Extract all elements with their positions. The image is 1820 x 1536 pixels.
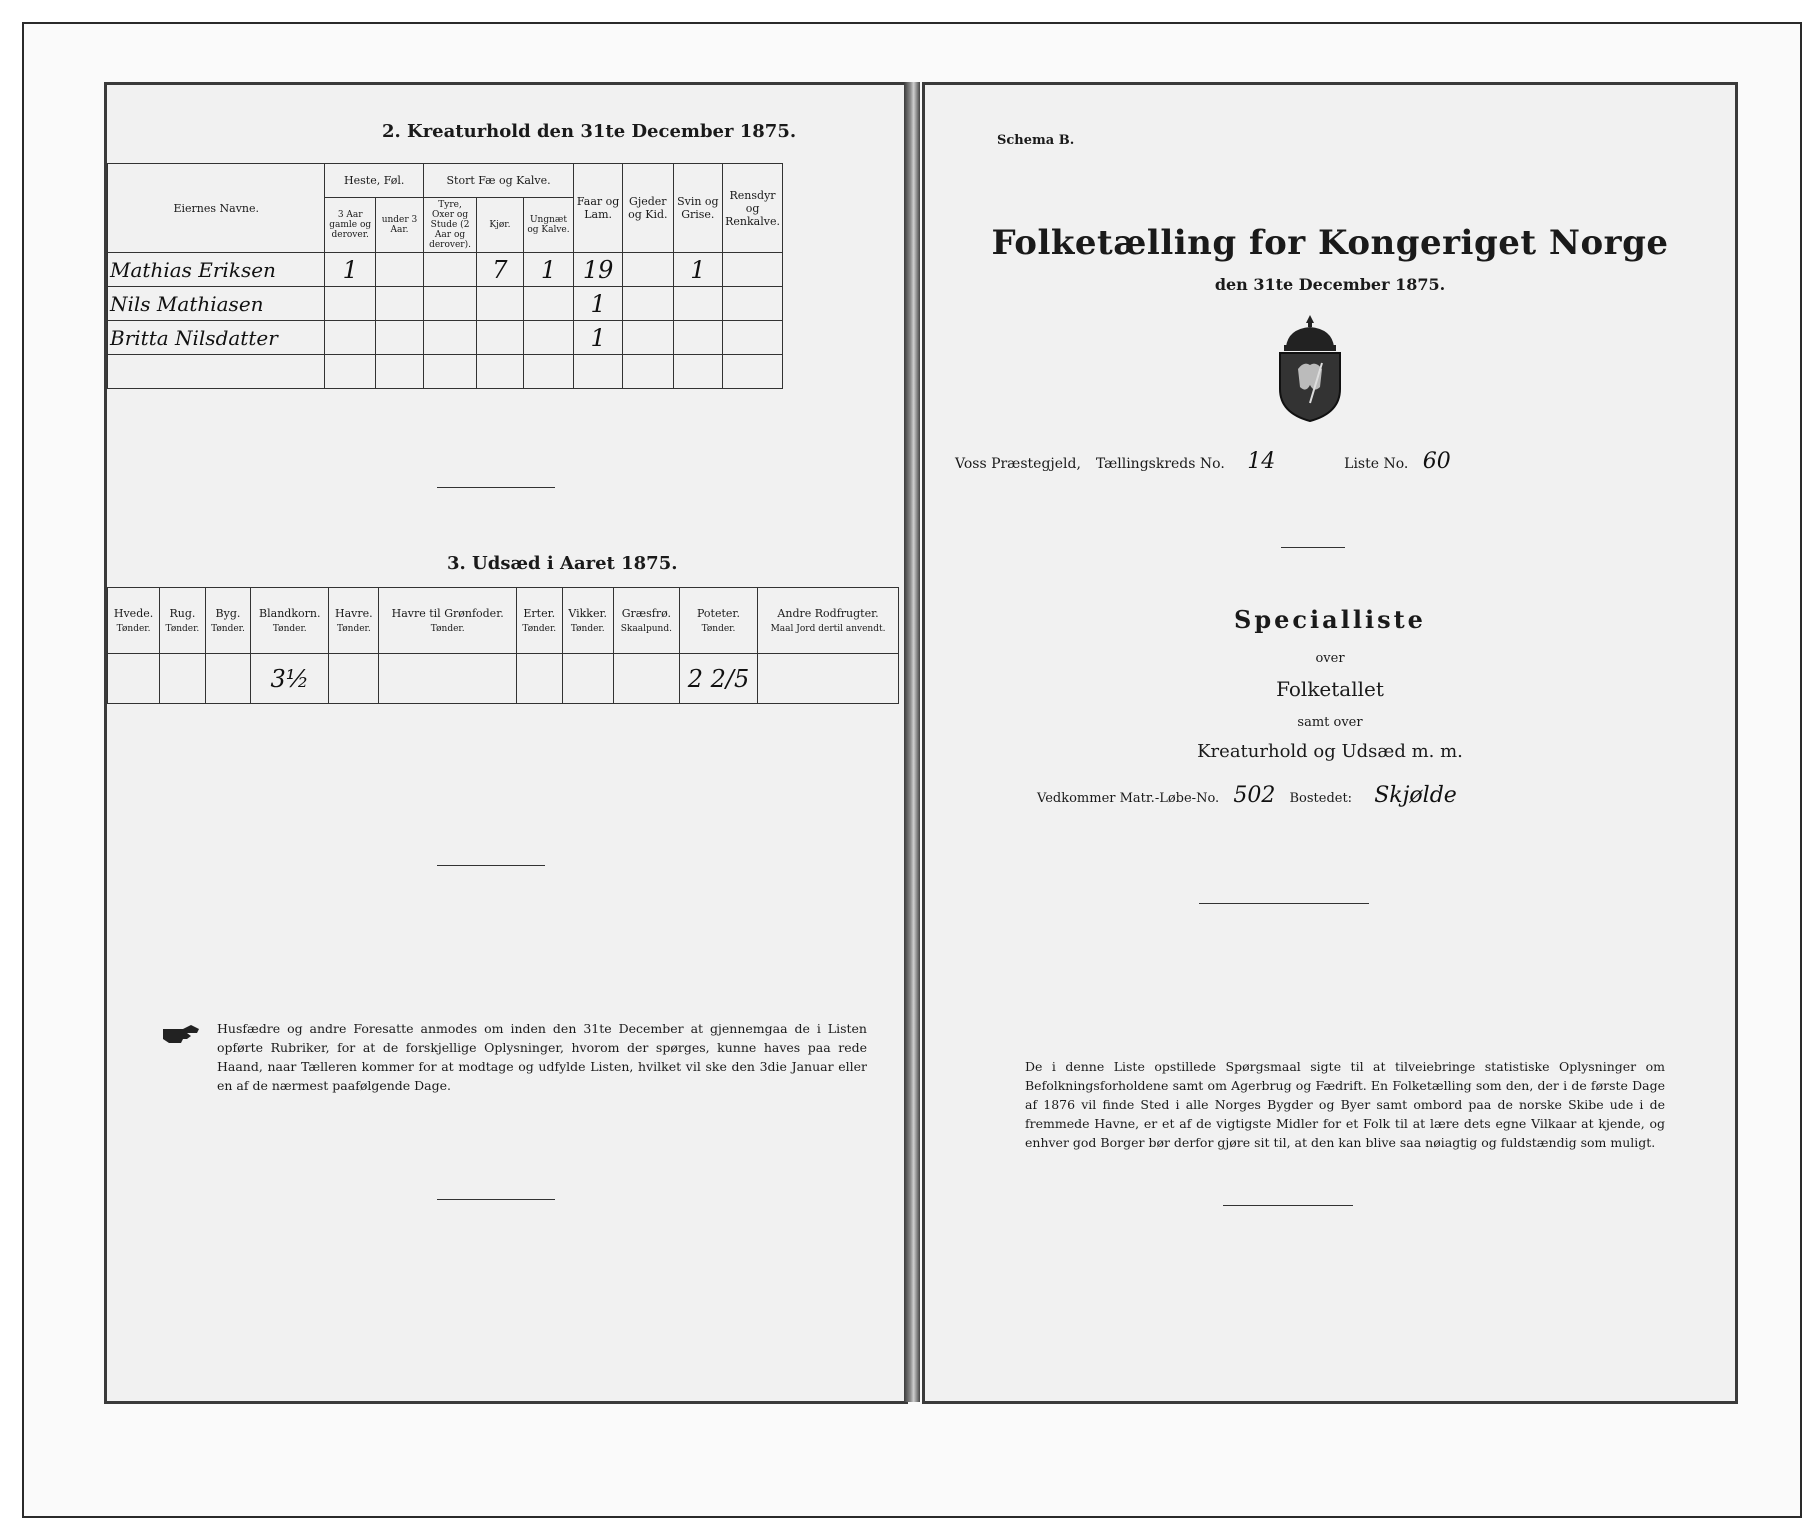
- seed-column-name: Havre.: [335, 607, 373, 620]
- seed-value-cell: [517, 654, 563, 704]
- cell-horses-old: 1: [325, 253, 376, 287]
- bulls-header: Tyre, Oxer og Stude (2 Aar og derover).: [424, 198, 477, 253]
- section3-title: 3. Udsæd i Aaret 1875.: [447, 553, 678, 574]
- seed-value-cell: [758, 654, 899, 704]
- table-row: [108, 253, 783, 287]
- seed-value-cell: [160, 654, 206, 704]
- norway-coat-of-arms: [1270, 313, 1350, 423]
- horses-group-header: Heste, Føl.: [325, 164, 424, 198]
- seed-column-unit: Tønder.: [272, 624, 307, 634]
- separator-line: [1223, 1205, 1353, 1206]
- footer-text: De i denne Liste opstillede Spørgsmaal sigte til at tilveiebringe statistiske Oplysninger om Befolkningsforholdene samt om Agerbrug og Fædrift. En Folketælling som den, der i de første Dage af 1876 vil finde Sted i alle Norges Bygder og Byer samt ombord paa de norske Skibe ude i de fremmede Havne, er et af de vigtigste Midler for et Folk til at lære dets egne Vilkaar at kjende, og enhver god Borger bør derfor gjøre sit til, at den kan blive saa nøiagtig og fuldstændig som muligt.: [1025, 1059, 1665, 1150]
- cell-bulls: [424, 253, 477, 287]
- cell-sheep: 1: [574, 287, 623, 321]
- seed-column-header: [108, 588, 160, 654]
- horses-old-header: 3 Aar gamle og derover.: [325, 198, 376, 253]
- seed-column-name: Vikker.: [568, 607, 608, 620]
- seed-column-name: Havre til Grønfoder.: [391, 607, 504, 620]
- table-row: [108, 355, 783, 389]
- owner-header: Eiernes Navne.: [108, 164, 325, 253]
- cell-reindeer: [723, 253, 783, 287]
- seed-column-unit: Tønder.: [165, 624, 200, 634]
- page-fold: [904, 82, 920, 1402]
- cell-goats: [623, 253, 674, 287]
- seed-column-header: [160, 588, 206, 654]
- owner-name: Mathias Eriksen: [108, 253, 325, 287]
- matr-number: 502: [1233, 783, 1276, 808]
- seed-value-cell: 3½: [251, 654, 329, 704]
- seed-column-name: Poteter.: [696, 607, 740, 620]
- district-number: 14: [1247, 449, 1276, 474]
- seed-table: [107, 587, 899, 704]
- matr-line: [1037, 783, 1697, 808]
- table-row: [108, 287, 783, 321]
- matr-label: Vedkommer Matr.-Løbe-No.: [1037, 791, 1220, 806]
- seed-column-unit: Tønder.: [522, 624, 557, 634]
- seed-column-header: [517, 588, 563, 654]
- seed-column-header: [613, 588, 679, 654]
- parish-line: [955, 449, 1715, 474]
- seed-column-name: Græsfrø.: [621, 607, 672, 620]
- seed-column-header: [758, 588, 899, 654]
- seed-column-unit: Tønder.: [211, 624, 245, 634]
- owner-name: Nils Mathiasen: [108, 287, 325, 321]
- right-page: [922, 82, 1738, 1404]
- seed-column-header: [205, 588, 251, 654]
- cell-horses-young: [375, 253, 423, 287]
- reindeer-header: Rensdyr og Renkalve.: [723, 164, 783, 253]
- bosted-value: Skjølde: [1374, 783, 1457, 808]
- seed-column-name: Byg.: [215, 607, 241, 620]
- cell-cows: 7: [477, 253, 524, 287]
- separator-line: [437, 865, 545, 866]
- seed-column-unit: Tønder.: [570, 624, 605, 634]
- seed-value-cell: [613, 654, 679, 704]
- seed-column-unit: Maal Jord dertil anvendt.: [770, 624, 886, 634]
- seed-value-cell: [108, 654, 160, 704]
- seed-column-unit: Tønder.: [701, 624, 736, 634]
- seed-value-cell: [379, 654, 517, 704]
- census-date: den 31te December 1875.: [1214, 275, 1446, 294]
- seed-value-cell: [562, 654, 613, 704]
- left-page: [104, 82, 908, 1404]
- seed-value-cell: [205, 654, 251, 704]
- kreaturhold-text: Kreaturhold og Udsæd m. m.: [1197, 741, 1463, 762]
- cows-header: Kjør.: [477, 198, 524, 253]
- seed-column-header: [562, 588, 613, 654]
- young-cattle-header: Ungnæt og Kalve.: [523, 198, 573, 253]
- seed-column-header: [329, 588, 379, 654]
- seed-column-unit: Tønder.: [430, 624, 465, 634]
- cell-sheep: 19: [574, 253, 623, 287]
- district-label: Tællingskreds No.: [1095, 456, 1225, 472]
- folketallet-text: Folketallet: [1276, 677, 1384, 701]
- pigs-header: Svin og Grise.: [673, 164, 723, 253]
- cell-sheep: 1: [574, 321, 623, 355]
- separator-line: [437, 1199, 555, 1200]
- pointing-hand-icon: [161, 1023, 201, 1045]
- sheep-header: Faar og Lam.: [574, 164, 623, 253]
- table-row: [108, 321, 783, 355]
- seed-column-unit: Tønder.: [116, 624, 151, 634]
- seed-column-name: Rug.: [169, 607, 196, 620]
- seed-column-name: Andre Rodfrugter.: [777, 607, 879, 620]
- seed-column-name: Blandkorn.: [259, 607, 321, 620]
- seed-column-unit: Tønder.: [336, 624, 371, 634]
- seed-column-name: Hvede.: [113, 607, 154, 620]
- cell-pigs: 1: [673, 253, 723, 287]
- schema-label: Schema B.: [997, 133, 1075, 148]
- specialliste-heading: Specialliste: [1234, 605, 1426, 634]
- list-label: Liste No.: [1344, 456, 1409, 472]
- seed-column-unit: Skaalpund.: [620, 624, 672, 634]
- parish-label: Voss Præstegjeld,: [955, 456, 1081, 472]
- census-title: Folketælling for Kongeriget Norge: [991, 223, 1669, 263]
- livestock-table: [107, 163, 783, 389]
- samt-over-text: samt over: [1297, 715, 1363, 730]
- bosted-label: Bostedet:: [1289, 791, 1353, 806]
- cell-young-cattle: 1: [523, 253, 573, 287]
- seed-value-cell: [329, 654, 379, 704]
- over-text: over: [1315, 651, 1345, 666]
- seed-value-cell: 2 2/5: [679, 654, 757, 704]
- seed-column-header: [679, 588, 757, 654]
- seed-column-name: Erter.: [523, 607, 556, 620]
- owner-name: Britta Nilsdatter: [108, 321, 325, 355]
- seed-column-header: [251, 588, 329, 654]
- seed-column-header: [379, 588, 517, 654]
- separator-line: [1199, 903, 1369, 904]
- cattle-group-header: Stort Fæ og Kalve.: [424, 164, 574, 198]
- separator-line: [1281, 547, 1345, 548]
- section2-title: 2. Kreaturhold den 31te December 1875.: [382, 121, 797, 142]
- horses-young-header: under 3 Aar.: [375, 198, 423, 253]
- list-number: 60: [1422, 449, 1451, 474]
- separator-line: [437, 487, 555, 488]
- notice-text: Husfædre og andre Foresatte anmodes om inden den 31te December at gjennemgaa de i Listen opførte Rubriker, for at de forskjellige Oplysninger, hvorom der spørges, kunne haves paa rede Haand, naar Tælleren kommer for at modtage og udfylde Listen, hvilket vil ske den 3die Januar eller en af de nærmest paafølgende Dage.: [217, 1021, 867, 1093]
- goats-header: Gjeder og Kid.: [623, 164, 674, 253]
